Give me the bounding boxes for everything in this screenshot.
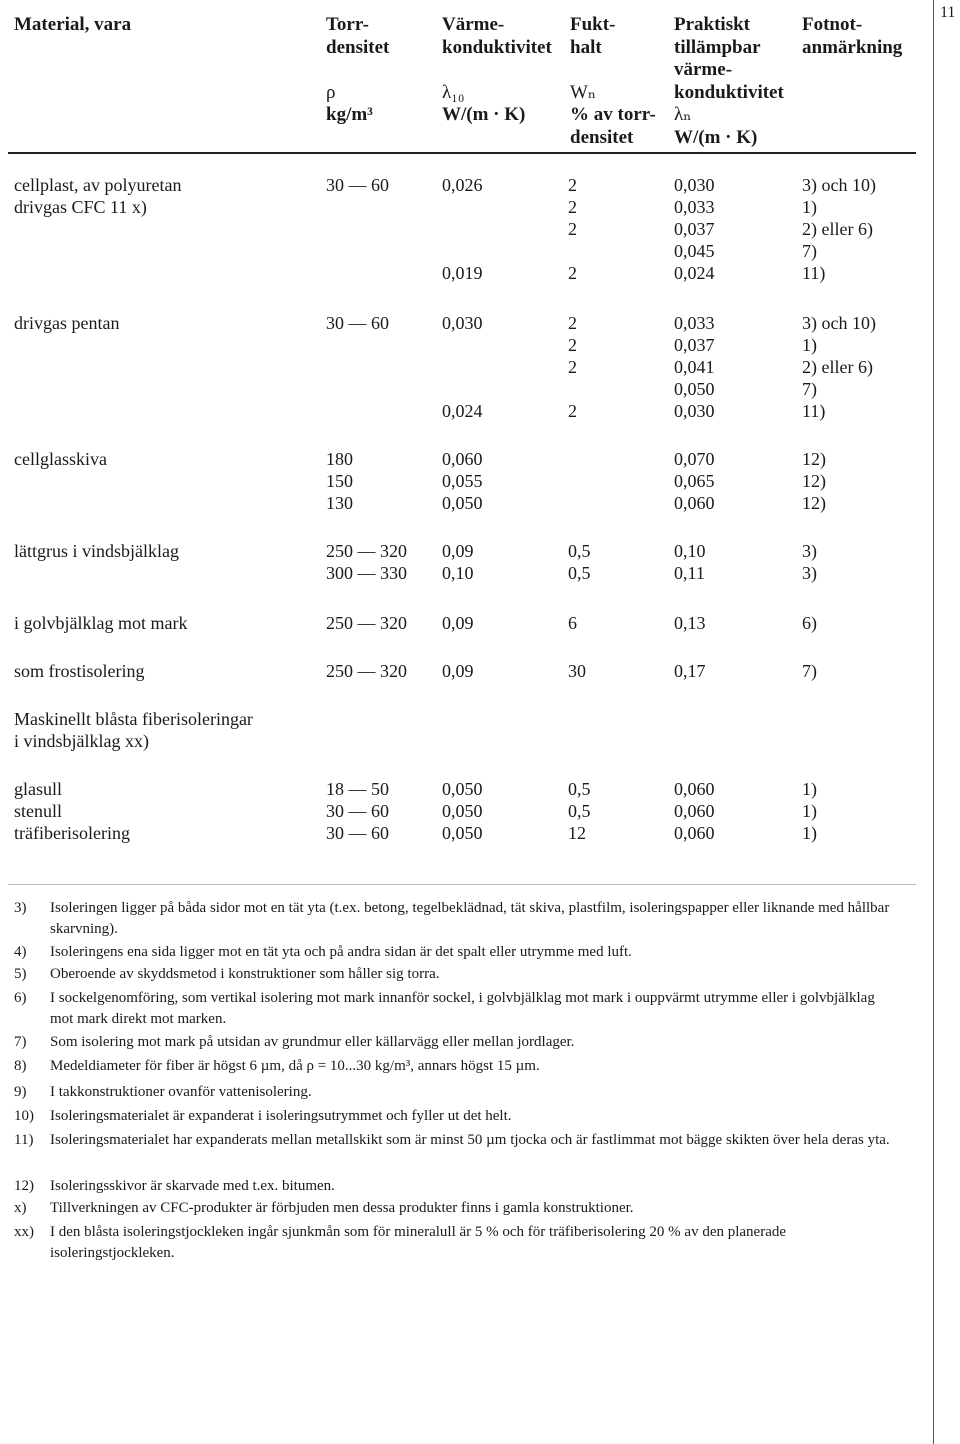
cell-note: 1) [802, 779, 817, 799]
cell-moisture: 0,5 [568, 541, 591, 561]
header-footnote-line1: Fotnot- [802, 14, 863, 35]
header-practical-line4: konduktivitet [674, 81, 784, 103]
cell-moisture: 6 [568, 613, 577, 633]
cell-material: lättgrus i vindsbjälklag [14, 541, 179, 561]
cell-material: drivgas pentan [14, 313, 120, 333]
cell-material: träfiberisolering [14, 823, 130, 843]
cell-density: 250 — 320 [326, 613, 407, 633]
cell-material: som frostisolering [14, 661, 145, 681]
cell-density: 30 — 60 [326, 313, 389, 333]
cell-note: 1) [802, 197, 817, 217]
cell-lambda-n: 0,060 [674, 779, 715, 799]
cell-lambda-n: 0,024 [674, 263, 715, 283]
cell-moisture: 12 [568, 823, 586, 843]
header-practical-unit: W/(m · K) [674, 126, 758, 148]
footnote-number: 5) [14, 966, 27, 982]
cell-moisture: 0,5 [568, 563, 591, 583]
footnote-number: 8) [14, 1058, 27, 1074]
header-rule [8, 152, 916, 154]
cell-lambda-n: 0,065 [674, 471, 715, 491]
footnote-text: Isoleringsskivor är skarvade med t.ex. bitumen. [50, 1178, 335, 1194]
cell-moisture: 2 [568, 263, 577, 283]
cell-moisture: 0,5 [568, 801, 591, 821]
cell-lambda-n: 0,050 [674, 379, 715, 399]
footnote-text: I takkonstruktioner ovanför vattenisolering. [50, 1084, 312, 1100]
cell-density: 130 [326, 493, 353, 513]
header-conductivity-symbol: λ₁₀ [442, 81, 465, 103]
header-conductivity-unit: W/(m · K) [442, 104, 526, 125]
cell-moisture: 2 [568, 313, 577, 333]
cell-lambda10: 0,10 [442, 563, 474, 583]
footnote-text: Isoleringen ligger på båda sidor mot en tät yta (t.ex. betong, tegelbeklädnad, tät skiva, plastfilm, isoleringspapper eller liknande med hållbar skarvning). [50, 900, 890, 937]
header-moisture-line1: Fukt- [570, 14, 616, 35]
cell-density: 30 — 60 [326, 175, 389, 195]
header-density [326, 14, 389, 127]
cell-density: 30 — 60 [326, 823, 389, 843]
cell-material: i vindsbjälklag xx) [14, 731, 149, 751]
cell-moisture: 0,5 [568, 779, 591, 799]
cell-density: 300 — 330 [326, 563, 407, 583]
cell-note: 7) [802, 661, 817, 681]
footnote-number: 7) [14, 1034, 27, 1050]
cell-note: 12) [802, 449, 826, 469]
header-footnote [802, 14, 902, 59]
header-practical-symbol: λₙ [674, 104, 692, 125]
footnote-number: xx) [14, 1224, 34, 1240]
header-moisture [570, 14, 656, 149]
cell-lambda-n: 0,030 [674, 401, 715, 421]
cell-lambda-n: 0,11 [674, 563, 705, 583]
footnote-text: Oberoende av skyddsmetod i konstruktioner som håller sig torra. [50, 966, 440, 982]
table-header [0, 14, 930, 154]
footnote-number: 6) [14, 990, 27, 1006]
cell-note: 7) [802, 379, 817, 399]
cell-note: 1) [802, 823, 817, 843]
cell-material: cellglasskiva [14, 449, 107, 469]
cell-lambda10: 0,024 [442, 401, 483, 421]
header-conductivity [442, 14, 552, 127]
footnote-text: Isoleringsmaterialet är expanderat i isoleringsutrymmet och fyller ut det helt. [50, 1108, 512, 1124]
cell-lambda-n: 0,037 [674, 335, 715, 355]
cell-note: 2) eller 6) [802, 219, 873, 239]
footnote-text: Isoleringsmaterialet har expanderats mellan metallskikt som är minst 50 µm tjocka och är fastlimmat mot bägge skikten över hela deras yta. [50, 1132, 890, 1148]
cell-lambda-n: 0,17 [674, 661, 706, 681]
cell-material: stenull [14, 801, 62, 821]
cell-lambda10: 0,055 [442, 471, 483, 491]
cell-lambda10: 0,09 [442, 541, 474, 561]
cell-note: 12) [802, 471, 826, 491]
footnote-text: Som isolering mot mark på utsidan av grundmur eller källarvägg eller mellan jordlager. [50, 1034, 575, 1050]
header-moisture-unit-line2: densitet [570, 126, 634, 148]
cell-lambda-n: 0,060 [674, 493, 715, 513]
header-practical-line1: Praktiskt [674, 14, 750, 35]
cell-lambda-n: 0,10 [674, 541, 706, 561]
footnote-text: Medeldiameter för fiber är högst 6 µm, då ρ = 10...30 kg/m³, annars högst 15 µm. [50, 1058, 540, 1074]
footnote-number: 3) [14, 900, 27, 916]
cell-lambda-n: 0,037 [674, 219, 715, 239]
cell-material: cellplast, av polyuretan [14, 175, 182, 195]
cell-lambda-n: 0,060 [674, 823, 715, 843]
cell-moisture: 2 [568, 335, 577, 355]
header-practical-line3: värme- [674, 59, 733, 80]
cell-lambda-n: 0,033 [674, 197, 715, 217]
cell-lambda-n: 0,041 [674, 357, 715, 377]
cell-lambda10: 0,050 [442, 801, 483, 821]
cell-material: drivgas CFC 11 x) [14, 197, 147, 217]
cell-lambda10: 0,09 [442, 661, 474, 681]
footnote-text: Isoleringens ena sida ligger mot en tät yta och på andra sidan är det spalt eller utrymme med luft. [50, 944, 632, 960]
header-practical [674, 14, 784, 149]
cell-lambda10: 0,050 [442, 823, 483, 843]
header-density-symbol: ρ [326, 81, 336, 103]
cell-material: i golvbjälklag mot mark [14, 613, 188, 633]
header-moisture-unit-line1: % av torr- [570, 104, 656, 125]
cell-moisture: 2 [568, 219, 577, 239]
footnote-number: 9) [14, 1084, 27, 1100]
cell-note: 12) [802, 493, 826, 513]
header-footnote-line2: anmärkning [802, 36, 903, 58]
header-practical-line2: tillämpbar [674, 36, 761, 58]
cell-lambda-n: 0,033 [674, 313, 715, 333]
footnote-number: 10) [14, 1108, 34, 1124]
cell-moisture: 30 [568, 661, 586, 681]
header-conductivity-line2: konduktivitet [442, 36, 552, 58]
cell-density: 150 [326, 471, 353, 491]
cell-note: 11) [802, 263, 826, 283]
cell-lambda10: 0,026 [442, 175, 483, 195]
cell-lambda-n: 0,030 [674, 175, 715, 195]
cell-lambda-n: 0,045 [674, 241, 715, 261]
cell-lambda-n: 0,13 [674, 613, 706, 633]
header-density-unit: kg/m³ [326, 104, 373, 125]
cell-lambda10: 0,030 [442, 313, 483, 333]
cell-density: 18 — 50 [326, 779, 389, 799]
cell-moisture: 2 [568, 197, 577, 217]
cell-moisture: 2 [568, 357, 577, 377]
header-moisture-symbol: Wₙ [570, 81, 597, 103]
cell-note: 1) [802, 801, 817, 821]
cell-note: 3) [802, 541, 817, 561]
cell-material: Maskinellt blåsta fiberisoleringar [14, 709, 253, 729]
footnote-number: 11) [14, 1132, 34, 1148]
cell-lambda10: 0,050 [442, 779, 483, 799]
cell-lambda10: 0,060 [442, 449, 483, 469]
cell-note: 3) och 10) [802, 175, 876, 195]
cell-lambda-n: 0,060 [674, 801, 715, 821]
footnote-number: 12) [14, 1178, 34, 1194]
page-number: 11 [940, 4, 956, 21]
cell-note: 1) [802, 335, 817, 355]
cell-material: glasull [14, 779, 62, 799]
cell-note: 3) och 10) [802, 313, 876, 333]
cell-density: 250 — 320 [326, 661, 407, 681]
cell-note: 2) eller 6) [802, 357, 873, 377]
footnote-number: x) [14, 1200, 27, 1216]
cell-moisture: 2 [568, 401, 577, 421]
header-conductivity-line1: Värme- [442, 14, 505, 35]
cell-note: 3) [802, 563, 817, 583]
footnote-text: I sockelgenomföring, som vertikal isolering mot mark innanför sockel, i golvbjälklag mot mark i ouppvärmt utrymme eller i golvbjälklag mot mark direkt mot marken. [50, 990, 875, 1027]
footnotes-rule [8, 884, 916, 885]
header-density-line1: Torr- [326, 14, 369, 35]
footnote-text: I den blåsta isoleringstjockleken ingår sjunkmån som för mineralull är 5 % och för träfiberisolering 20 % av den planerade isoleringstjockleken. [50, 1224, 787, 1261]
cell-note: 6) [802, 613, 817, 633]
footnote-text: Tillverkningen av CFC-produkter är förbjuden men dessa produkter finns i gamla konstruktioner. [50, 1200, 634, 1216]
footnote-number: 4) [14, 944, 27, 960]
cell-note: 7) [802, 241, 817, 261]
cell-moisture: 2 [568, 175, 577, 195]
cell-lambda10: 0,09 [442, 613, 474, 633]
cell-lambda10: 0,050 [442, 493, 483, 513]
page-edge-rule [933, 0, 934, 1444]
cell-note: 11) [802, 401, 826, 421]
header-moisture-line2: halt [570, 36, 602, 58]
header-density-line2: densitet [326, 36, 390, 58]
cell-lambda-n: 0,070 [674, 449, 715, 469]
cell-density: 180 [326, 449, 353, 469]
header-material: Material, vara [14, 14, 132, 35]
cell-density: 250 — 320 [326, 541, 407, 561]
cell-density: 30 — 60 [326, 801, 389, 821]
cell-lambda10: 0,019 [442, 263, 483, 283]
